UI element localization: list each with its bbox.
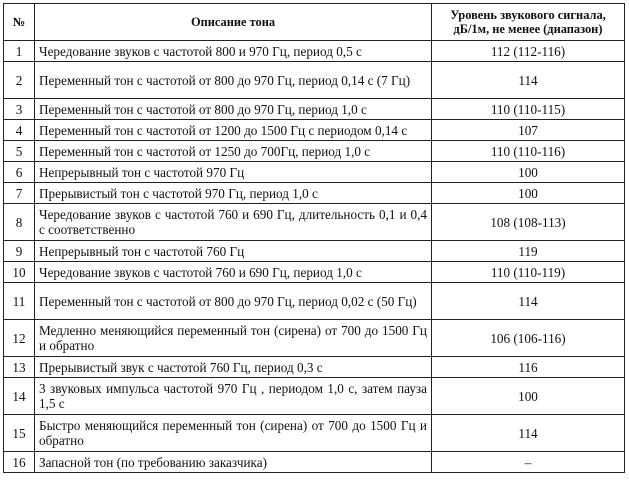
row-description: Чередование звуков с частотой 760 и 690 Гц, период 1,0 с (35, 262, 432, 283)
row-num: 6 (4, 162, 35, 183)
row-description: 3 звуковых импульса частотой 970 Гц , периодом 1,0 с, затем пауза 1,5 с (35, 378, 432, 415)
table-row (4, 320, 625, 357)
row-description: Переменный тон с частотой от 800 до 970 Гц, период 0,02 с (50 Гц) (35, 283, 432, 320)
row-description: Чередование звуков с частотой 760 и 690 Гц, длительность 0,1 и 0,4 с соответственно (35, 204, 432, 241)
row-num: 5 (4, 141, 35, 162)
row-level: 108 (108-113) (432, 204, 625, 241)
row-level: – (432, 452, 625, 473)
row-description: Чередование звуков с частотой 800 и 970 Гц, период 0,5 с (35, 41, 432, 62)
row-level: 106 (106-116) (432, 320, 625, 357)
row-level: 114 (432, 62, 625, 99)
row-level: 114 (432, 415, 625, 452)
table-row (4, 120, 625, 141)
header-description: Описание тона (35, 4, 432, 41)
table-row (4, 415, 625, 452)
header-num: № (4, 4, 35, 41)
row-num: 7 (4, 183, 35, 204)
row-num: 9 (4, 241, 35, 262)
row-description: Непрерывный тон с частотой 760 Гц (35, 241, 432, 262)
row-level: 116 (432, 357, 625, 378)
row-level: 100 (432, 378, 625, 415)
row-num: 3 (4, 99, 35, 120)
table-row (4, 141, 625, 162)
row-description: Прерывистый тон с частотой 970 Гц, период 1,0 с (35, 183, 432, 204)
header-level-line1: Уровень звукового сигнала, (450, 8, 606, 22)
table-row (4, 283, 625, 320)
row-num: 12 (4, 320, 35, 357)
row-num: 8 (4, 204, 35, 241)
row-description: Непрерывный тон с частотой 970 Гц (35, 162, 432, 183)
row-level: 107 (432, 120, 625, 141)
table-row (4, 99, 625, 120)
row-num: 13 (4, 357, 35, 378)
table-row (4, 62, 625, 99)
table-row (4, 378, 625, 415)
table-row (4, 204, 625, 241)
table-row (4, 183, 625, 204)
row-level: 100 (432, 183, 625, 204)
row-description: Переменный тон с частотой от 1250 до 700Гц, период 1,0 с (35, 141, 432, 162)
row-description: Прерывистый звук с частотой 760 Гц, период 0,3 с (35, 357, 432, 378)
row-level: 110 (110-115) (432, 99, 625, 120)
table-header-row (4, 4, 625, 41)
row-level: 112 (112-116) (432, 41, 625, 62)
row-description: Переменный тон с частотой от 1200 до 1500 Гц с периодом 0,14 с (35, 120, 432, 141)
table-row (4, 452, 625, 473)
row-num: 14 (4, 378, 35, 415)
row-num: 10 (4, 262, 35, 283)
table-row (4, 262, 625, 283)
row-num: 4 (4, 120, 35, 141)
row-num: 2 (4, 62, 35, 99)
row-description: Переменный тон с частотой от 800 до 970 Гц, период 1,0 с (35, 99, 432, 120)
row-num: 1 (4, 41, 35, 62)
row-description: Переменный тон с частотой от 800 до 970 Гц, период 0,14 с (7 Гц) (35, 62, 432, 99)
tone-table (3, 3, 625, 473)
row-level: 110 (110-116) (432, 141, 625, 162)
row-level: 114 (432, 283, 625, 320)
header-level (432, 4, 625, 41)
row-description: Быстро меняющийся переменный тон (сирена) от 700 до 1500 Гц и обратно (35, 415, 432, 452)
table-row (4, 41, 625, 62)
row-level: 119 (432, 241, 625, 262)
row-level: 110 (110-119) (432, 262, 625, 283)
table-row (4, 241, 625, 262)
row-num: 15 (4, 415, 35, 452)
row-description: Медленно меняющийся переменный тон (сирена) от 700 до 1500 Гц и обратно (35, 320, 432, 357)
table-row (4, 357, 625, 378)
header-level-line2: дБ/1м, не менее (диапазон) (453, 22, 603, 36)
table-row (4, 162, 625, 183)
row-num: 16 (4, 452, 35, 473)
row-num: 11 (4, 283, 35, 320)
row-level: 100 (432, 162, 625, 183)
row-description: Запасной тон (по требованию заказчика) (35, 452, 432, 473)
